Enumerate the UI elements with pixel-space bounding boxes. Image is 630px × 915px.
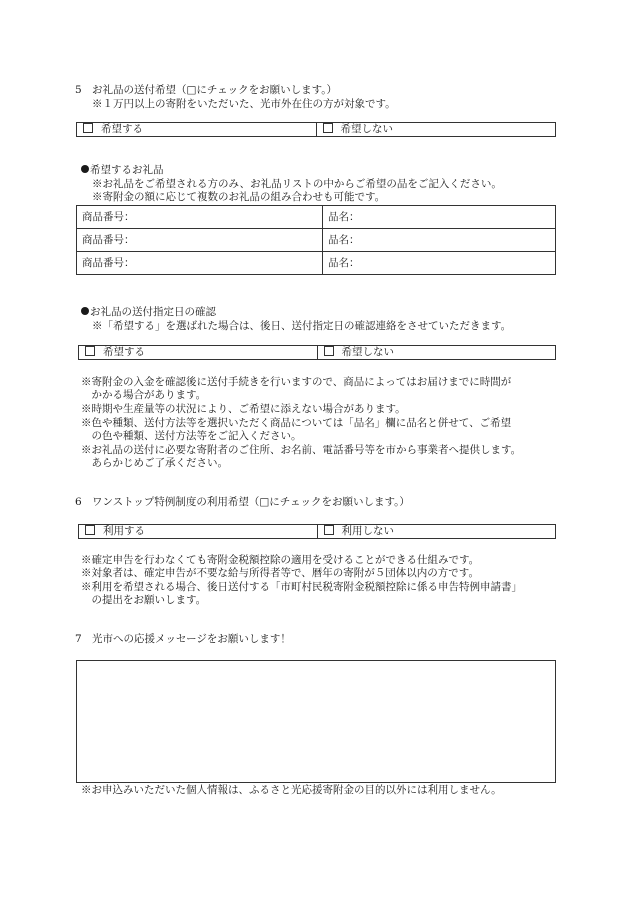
one-stop-notes-line: ※利用を希望される場合、後日送付する「市町村民税寄附金税額控除に係る申告特例申請書」: [81, 581, 522, 593]
section-6-number: 6: [75, 496, 82, 508]
section-5-title: お礼品の送付希望（□にチェックをお願いします。）: [92, 84, 338, 96]
gift-table: [76, 205, 556, 275]
section-7-number: 7: [75, 633, 82, 645]
support-message-textarea[interactable]: [76, 660, 556, 783]
delivery-notes-line: の色や種類、送付方法等をご記入ください。: [81, 430, 302, 442]
delivery-yes-option[interactable]: [79, 346, 318, 359]
option-label: 希望する: [103, 346, 145, 358]
gift-heading: 希望するお礼品: [81, 164, 164, 177]
bullet-icon: [81, 165, 89, 173]
delivery-notes-line: ※お礼品の送付に必要な寄附者のご住所、お名前、電話番号等を市から事業者へ提供します。: [81, 444, 522, 456]
checkbox-icon[interactable]: [85, 525, 95, 535]
delivery-heading: お礼品の送付指定日の確認: [81, 306, 216, 319]
option-label: 利用しない: [341, 525, 394, 537]
product-code-field[interactable]: 商品番号：: [77, 229, 323, 252]
product-code-field[interactable]: 商品番号：: [77, 206, 323, 229]
product-name-field[interactable]: 品名：: [323, 252, 556, 275]
gift-row: [77, 252, 556, 275]
checkbox-icon[interactable]: [83, 123, 93, 133]
delivery-notes-line: ※色や種類、送付方法等を選択いただく商品については「品名」欄に品名と併せて、ご希望: [81, 417, 512, 429]
section-7-title: 光市への応援メッセージをお願いします！: [92, 633, 291, 645]
gift-request-yes-option[interactable]: [77, 123, 317, 136]
delivery-notes-line: ※寄附金の入金を確認後に送付手続きを行いますので、商品によってはお届けまでに時間が: [81, 376, 512, 388]
one-stop-no-use-option[interactable]: [318, 525, 556, 538]
bullet-icon: [81, 307, 89, 315]
checkbox-icon[interactable]: [324, 525, 334, 535]
product-name-field[interactable]: 品名：: [323, 206, 556, 229]
section-6-title: ワンストップ特例制度の利用希望（□にチェックをお願いします。）: [92, 496, 410, 508]
one-stop-use-option[interactable]: [79, 525, 318, 538]
checkbox-icon[interactable]: [85, 346, 95, 356]
section-5-number: 5: [75, 84, 82, 96]
delivery-notes-line: あらかじめご了承ください。: [81, 457, 228, 469]
option-label: 利用する: [103, 525, 145, 537]
gift-row: [77, 206, 556, 229]
product-code-field[interactable]: 商品番号：: [77, 252, 323, 275]
one-stop-notes-line: ※確定申告を行わなくても寄附金税額控除の適用を受けることができる仕組みです。: [81, 554, 480, 566]
gift-request-no-option[interactable]: [317, 123, 556, 136]
gift-request-options: [76, 122, 556, 137]
gift-row: [77, 229, 556, 252]
product-name-field[interactable]: 品名：: [323, 229, 556, 252]
option-label: 希望しない: [341, 346, 394, 358]
section-5-note: ※１万円以上の寄附をいただいた、光市外在住の方が対象です。: [92, 98, 396, 110]
delivery-notes-line: ※時期や生産量等の状況により、ご希望に添えない場合があります。: [81, 403, 406, 415]
option-label: 希望する: [101, 123, 143, 135]
checkbox-icon[interactable]: [324, 346, 334, 356]
delivery-no-option[interactable]: [318, 346, 556, 359]
privacy-footer-note: ※お申込みいただいた個人情報は、ふるさと光応援寄附金の目的以外には利用しません。: [81, 784, 502, 796]
delivery-note: ※「希望する」を選ばれた場合は、後日、送付指定日の確認連絡をさせていただきます。: [92, 320, 512, 332]
checkbox-icon[interactable]: [323, 123, 333, 133]
one-stop-notes-line: の提出をお願いします。: [81, 594, 207, 606]
option-label: 希望しない: [340, 123, 393, 135]
gift-note-2: ※寄附金の額に応じて複数のお礼品の組み合わせも可能です。: [92, 191, 386, 203]
one-stop-notes-line: ※対象者は、確定申告が不要な給与所得者等で、暦年の寄附が５団体以内の方です。: [81, 567, 479, 579]
gift-note-1: ※お礼品をご希望される方のみ、お礼品リストの中からご希望の品をご記入ください。: [92, 178, 502, 190]
delivery-notes-line: かかる場合があります。: [81, 389, 207, 401]
one-stop-options: [78, 524, 556, 539]
delivery-options: [78, 345, 556, 360]
